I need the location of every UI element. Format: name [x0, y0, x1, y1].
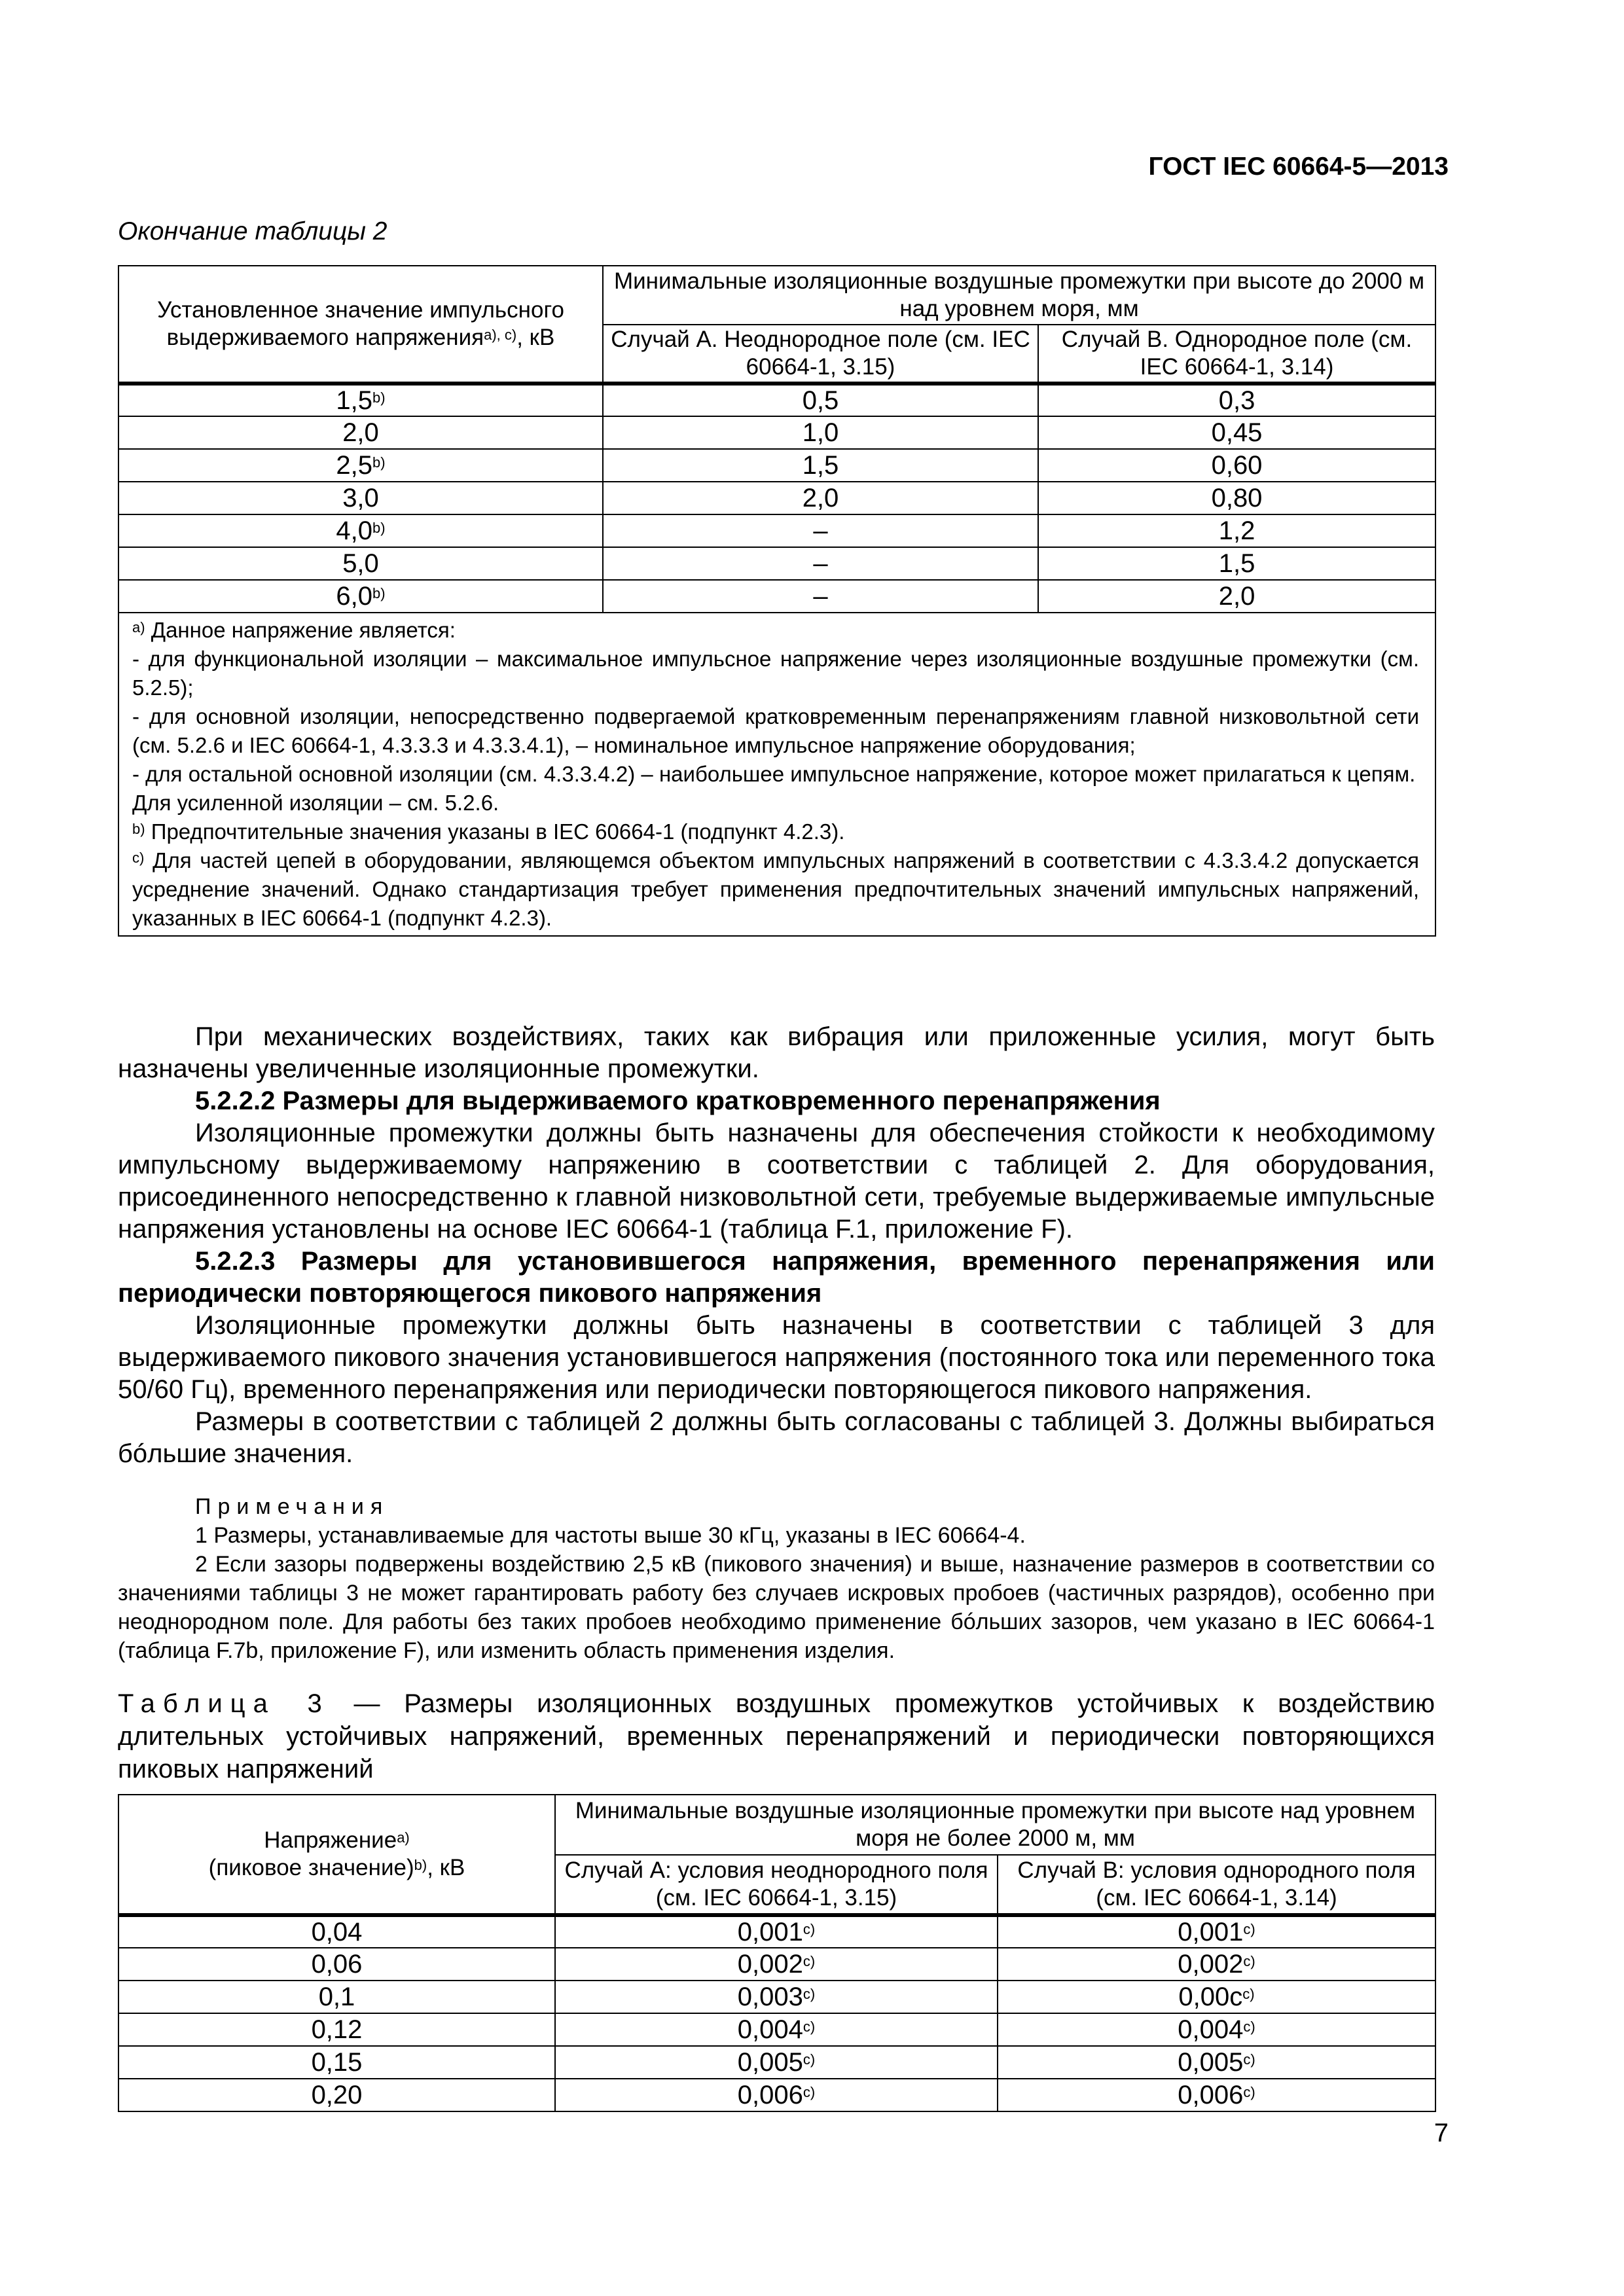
footnote-a-mark: a)	[132, 619, 145, 636]
table-row	[118, 2013, 1435, 2046]
case-a-cell	[555, 2013, 998, 2046]
case-b-cell-value: 0,60	[1211, 451, 1263, 480]
voltage-cell	[118, 482, 603, 514]
case-b-cell-sup: c)	[1243, 2084, 1255, 2100]
table2-col1-header-sup: a), c)	[484, 327, 517, 343]
case-b-cell	[1038, 547, 1435, 580]
case-b-cell-sup: c)	[1243, 2018, 1255, 2035]
table2	[118, 265, 1436, 937]
case-a-cell	[555, 2079, 998, 2111]
voltage-cell	[118, 547, 603, 580]
footnote-b-text: Предпочтительные значения указаны в IEC 60664-1 (подпункт 4.2.3).	[151, 819, 845, 844]
case-b-cell	[998, 2079, 1435, 2111]
case-b-cell	[998, 1981, 1435, 2013]
voltage-cell	[118, 1915, 555, 1948]
body-text	[118, 1021, 1435, 1470]
table-row	[118, 416, 1435, 449]
case-b-cell-value: 0,00c	[1178, 1982, 1243, 2011]
table-row	[118, 449, 1435, 482]
table3-col1-header	[118, 1795, 555, 1915]
voltage-cell-value: 0,12	[311, 2015, 363, 2044]
footnote-a-item4: Для усиленной изоляции – см. 5.2.6.	[132, 791, 499, 815]
case-a-cell-sup: c)	[803, 2018, 816, 2035]
case-a-cell	[603, 547, 1038, 580]
voltage-cell-value: 0,06	[311, 1950, 363, 1979]
footnote-a-item1: - для функциональной изоляции – максимальное импульсное напряжение через изоляционные воздушные промежутки (см. 5.2.5);	[132, 647, 1420, 700]
voltage-cell-value: 4,0	[336, 516, 373, 545]
voltage-cell-sup: b)	[372, 585, 386, 601]
voltage-cell-value: 0,20	[311, 2081, 363, 2109]
case-b-cell-value: 0,002	[1178, 1950, 1244, 1979]
case-a-cell-value: 2,0	[802, 484, 839, 512]
case-b-cell-sup: c)	[1243, 1921, 1255, 1937]
voltage-cell-sup: b)	[372, 389, 386, 406]
case-a-cell-value: 0,001	[737, 1918, 803, 1946]
case-a-cell-value: –	[813, 549, 828, 578]
voltage-cell	[118, 449, 603, 482]
table2-col1-header-unit: , кВ	[516, 325, 555, 350]
voltage-cell	[118, 2013, 555, 2046]
table2-col1-header	[118, 266, 603, 384]
case-b-cell-value: 0,3	[1218, 386, 1255, 415]
body-paragraph-1: При механических воздействиях, таких как вибрация или приложенные усилия, могут быть назначены увеличенные изоляционные промежутки.	[118, 1022, 1435, 1083]
voltage-cell	[118, 384, 603, 416]
table-row	[118, 547, 1435, 580]
case-b-cell	[1038, 482, 1435, 514]
voltage-cell-value: 2,0	[342, 418, 379, 447]
table2-footnotes	[118, 613, 1435, 936]
case-a-cell	[555, 1981, 998, 2013]
table3-col1-header-a: Напряжение	[264, 1827, 397, 1853]
notes-block	[118, 1492, 1435, 1665]
note-2: 2 Если зазоры подвержены воздействию 2,5 кВ (пикового значения) и выше, назначение размеров в соответствии со значениями таблицы 3 не может гарантировать работу без случаев искровых пробоев (частичных разрядов), особенно при неоднородном поле. Для работы без таких пробоев необходимо применение бóльших зазоров, чем указано в IEC 60664-1 (таблица F.7b, приложение F), или изменить область применения изделия.	[118, 1552, 1435, 1663]
case-a-cell	[603, 514, 1038, 547]
table3-col1-header-b: (пиковое значение)	[208, 1855, 414, 1880]
case-a-cell-sup: c)	[803, 2051, 816, 2068]
table3	[118, 1794, 1436, 2112]
case-a-cell	[603, 482, 1038, 514]
case-a-cell-value: 0,006	[737, 2081, 803, 2109]
case-b-cell-sup: c)	[1242, 1986, 1255, 2002]
voltage-cell	[118, 1981, 555, 2013]
voltage-cell-value: 2,5	[336, 451, 373, 480]
footnote-c-text: Для частей цепей в оборудовании, являющемся объектом импульсных напряжений в соответствии с 4.3.3.4.2 допускается усреднение значений. Однако стандартизация требует применения предпочтительных значений импульсных напряжений, указанных в IEC 60664-1 (подпункт 4.2.3).	[132, 848, 1420, 930]
voltage-cell	[118, 2046, 555, 2079]
case-b-cell-value: 0,005	[1178, 2048, 1244, 2077]
case-b-cell-value: 0,45	[1211, 418, 1263, 447]
case-b-cell	[1038, 449, 1435, 482]
body-paragraph-4: Размеры в соответствии с таблицей 2 должны быть согласованы с таблицей 3. Должны выбираться бóльшие значения.	[118, 1407, 1435, 1468]
table-row	[118, 482, 1435, 514]
voltage-cell-sup: b)	[372, 520, 386, 536]
case-a-cell	[555, 2046, 998, 2079]
table3-col1-header-unit: , кВ	[427, 1855, 465, 1880]
case-a-cell-value: 0,004	[737, 2015, 803, 2044]
footnote-a-item3: - для остальной основной изоляции (см. 4.3.3.4.2) – наибольшее импульсное напряжение, которое может прилагаться к цепям.	[132, 762, 1416, 786]
case-b-cell-sup: c)	[1243, 2051, 1255, 2068]
document-code: ГОСТ IEC 60664-5—2013	[1148, 152, 1449, 181]
footnote-c-mark: c)	[132, 850, 145, 866]
case-a-cell-sup: c)	[803, 1953, 816, 1969]
voltage-cell-value: 1,5	[336, 386, 373, 415]
footnote-a-item2: - для основной изоляции, непосредственно подвергаемой кратковременным перенапряжениям главной низковольтной сети (см. 5.2.6 и IEC 60664-1, 4.3.3.3 и 4.3.3.4.1), – номинальное импульсное напряжение оборудования;	[132, 704, 1420, 757]
table3-group-header: Минимальные воздушные изоляционные промежутки при высоте над уровнем моря не более 2000 м, мм	[555, 1795, 1435, 1855]
table2-col2-header: Случай А. Неоднородное поле (см. IEC 60664-1, 3.15)	[603, 325, 1038, 384]
case-a-cell-value: 0,5	[802, 386, 839, 415]
case-b-cell	[998, 2013, 1435, 2046]
case-a-cell-sup: c)	[803, 1986, 816, 2002]
case-a-cell-value: –	[813, 516, 828, 545]
voltage-cell-value: 0,15	[311, 2048, 363, 2077]
footnote-a-text: Данное напряжение является:	[151, 618, 456, 642]
table2-group-header: Минимальные изоляционные воздушные промежутки при высоте до 2000 м над уровнем моря, мм	[603, 266, 1435, 325]
case-a-cell-value: –	[813, 582, 828, 611]
voltage-cell-value: 0,04	[311, 1918, 363, 1946]
case-b-cell	[1038, 384, 1435, 416]
case-b-cell	[998, 2046, 1435, 2079]
table-row	[118, 1948, 1435, 1981]
case-b-cell-value: 0,004	[1178, 2015, 1244, 2044]
table3-title-text: — Размеры изоляционных воздушных промежутков устойчивых к воздействию длительных устойчивых напряжений, временных перенапряжений и периодически повторяющихся пиковых напряжений	[118, 1689, 1435, 1784]
voltage-cell	[118, 416, 603, 449]
table3-title-label: Таблица 3	[118, 1689, 330, 1718]
footnote-b-mark: b)	[132, 821, 145, 837]
voltage-cell	[118, 2079, 555, 2111]
body-paragraph-3: Изоляционные промежутки должны быть назначены в соответствии с таблицей 3 для выдерживаемого пикового значения установившегося напряжения (постоянного тока или переменного тока 50/60 Гц), временного перенапряжения или периодически повторяющегося пикового напряжения.	[118, 1311, 1435, 1404]
table2-col3-header: Случай В. Однородное поле (см. IEC 60664-1, 3.14)	[1038, 325, 1435, 384]
case-b-cell-value: 1,2	[1218, 516, 1255, 545]
table-row	[118, 514, 1435, 547]
table-row	[118, 580, 1435, 613]
case-a-cell	[603, 384, 1038, 416]
page-number: 7	[1434, 2119, 1449, 2147]
voltage-cell-sup: b)	[372, 454, 386, 471]
table-row	[118, 384, 1435, 416]
voltage-cell	[118, 580, 603, 613]
table3-title	[118, 1687, 1435, 1785]
case-b-cell	[998, 1915, 1435, 1948]
case-a-cell-value: 1,0	[802, 418, 839, 447]
case-a-cell	[555, 1948, 998, 1981]
table2-col1-header-text: Установленное значение импульсного выдерживаемого напряжения	[157, 297, 564, 350]
case-a-cell	[603, 580, 1038, 613]
table3-col2-header: Случай А: условия неоднородного поля (см. IEC 60664-1, 3.15)	[555, 1855, 998, 1915]
case-b-cell-sup: c)	[1243, 1953, 1255, 1969]
voltage-cell	[118, 514, 603, 547]
voltage-cell-value: 0,1	[318, 1982, 355, 2011]
case-a-cell-value: 0,003	[737, 1982, 803, 2011]
table-row	[118, 2079, 1435, 2111]
case-b-cell-value: 0,80	[1211, 484, 1263, 512]
case-a-cell-sup: c)	[803, 2084, 816, 2100]
table-row	[118, 1981, 1435, 2013]
body-paragraph-2: Изоляционные промежутки должны быть назначены для обеспечения стойкости к необходимому импульсному выдерживаемому напряжению в соответствии с таблицей 2. Для оборудования, присоединенного непосредственно к главной низковольтной сети, требуемые выдерживаемые импульсные напряжения установлены на основе IEC 60664-1 (таблица F.1, приложение F).	[118, 1119, 1435, 1244]
section-heading-5-2-2-2: 5.2.2.2 Размеры для выдерживаемого кратковременного перенапряжения	[195, 1086, 1161, 1115]
case-b-cell-value: 0,006	[1178, 2081, 1244, 2109]
section-heading-5-2-2-3: 5.2.2.3 Размеры для установившегося напряжения, временного перенапряжения или периодически повторяющегося пикового напряжения	[118, 1247, 1435, 1308]
case-a-cell-value: 0,002	[737, 1950, 803, 1979]
case-b-cell-value: 1,5	[1218, 549, 1255, 578]
case-b-cell-value: 2,0	[1218, 582, 1255, 611]
case-b-cell	[998, 1948, 1435, 1981]
case-b-cell	[1038, 580, 1435, 613]
table-row	[118, 2046, 1435, 2079]
case-a-cell	[555, 1915, 998, 1948]
voltage-cell	[118, 1948, 555, 1981]
table3-body	[118, 1915, 1435, 2111]
note-1: 1 Размеры, устанавливаемые для частоты выше 30 кГц, указаны в IEC 60664-4.	[195, 1523, 1026, 1548]
case-a-cell	[603, 416, 1038, 449]
table2-caption: Окончание таблицы 2	[118, 217, 388, 245]
table-row	[118, 1915, 1435, 1948]
voltage-cell-value: 3,0	[342, 484, 379, 512]
voltage-cell-value: 6,0	[336, 582, 373, 611]
case-a-cell	[603, 449, 1038, 482]
case-b-cell	[1038, 416, 1435, 449]
notes-title: Примечания	[195, 1494, 389, 1519]
case-a-cell-sup: c)	[803, 1921, 816, 1937]
case-a-cell-value: 1,5	[802, 451, 839, 480]
case-a-cell-value: 0,005	[737, 2048, 803, 2077]
case-b-cell-value: 0,001	[1178, 1918, 1244, 1946]
table3-col3-header: Случай В: условия однородного поля (см. IEC 60664-1, 3.14)	[998, 1855, 1435, 1915]
table3-col1-header-b-sup: b)	[414, 1857, 427, 1873]
voltage-cell-value: 5,0	[342, 549, 379, 578]
table3-col1-header-a-sup: a)	[397, 1829, 410, 1846]
case-b-cell	[1038, 514, 1435, 547]
table2-body	[118, 384, 1435, 613]
